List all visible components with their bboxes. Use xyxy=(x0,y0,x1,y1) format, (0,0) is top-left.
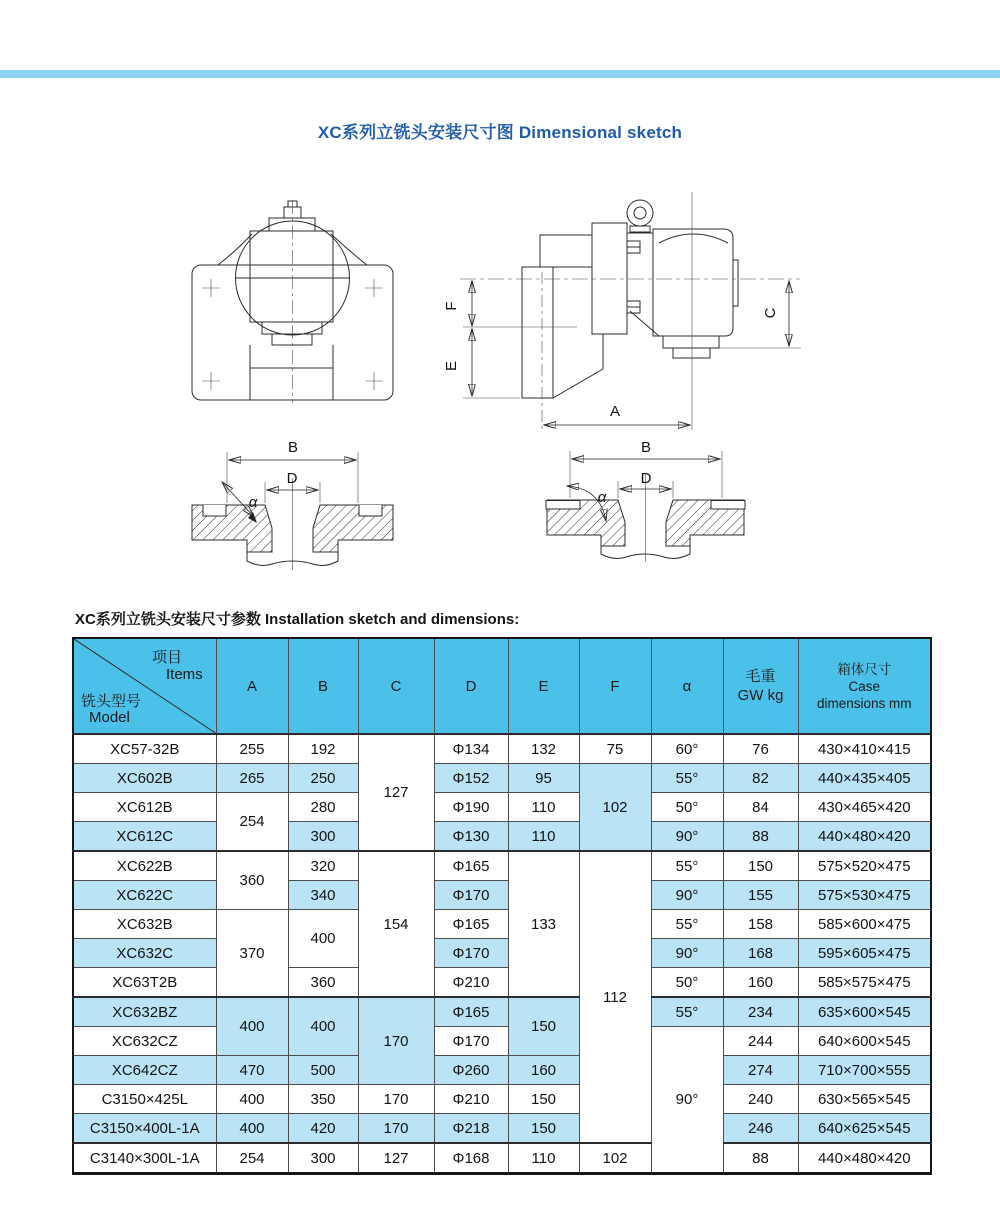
value-cell: 350 xyxy=(288,1085,358,1114)
value-cell: 154 xyxy=(358,851,434,997)
value-cell: 75 xyxy=(579,734,651,764)
model-cell: C3140×300L-1A xyxy=(73,1143,216,1174)
dimensional-sketch xyxy=(80,175,925,605)
value-cell: 250 xyxy=(288,764,358,793)
value-cell: 127 xyxy=(358,734,434,851)
dim-label-b-right: B xyxy=(640,439,652,456)
value-cell: 158 xyxy=(723,910,798,939)
value-cell: 155 xyxy=(723,881,798,910)
value-cell: 340 xyxy=(288,881,358,910)
value-cell: 244 xyxy=(723,1027,798,1056)
value-cell: Φ165 xyxy=(434,997,508,1027)
dim-label-a: A xyxy=(609,403,621,420)
header-col-f: F xyxy=(579,638,651,734)
value-cell: 400 xyxy=(216,1114,288,1144)
flange-section-right-drawing xyxy=(546,439,745,562)
model-cell: XC622C xyxy=(73,881,216,910)
value-cell: 710×700×555 xyxy=(798,1056,931,1085)
value-cell: 84 xyxy=(723,793,798,822)
table-row xyxy=(73,1114,931,1144)
value-cell: 160 xyxy=(723,968,798,998)
value-cell: 280 xyxy=(288,793,358,822)
value-cell: 585×575×475 xyxy=(798,968,931,998)
value-cell: 90° xyxy=(651,1027,723,1174)
value-cell: 234 xyxy=(723,997,798,1027)
side-view-drawing xyxy=(443,192,801,430)
value-cell: 320 xyxy=(288,851,358,881)
value-cell: 55° xyxy=(651,997,723,1027)
value-cell: 50° xyxy=(651,793,723,822)
section-heading: XC系列立铣头安装尺寸参数 Installation sketch and dimensions: xyxy=(75,611,520,628)
model-cell: XC622B xyxy=(73,851,216,881)
value-cell: Φ218 xyxy=(434,1114,508,1144)
dim-label-f: F xyxy=(443,301,460,311)
header-col-a: A xyxy=(216,638,288,734)
value-cell: Φ134 xyxy=(434,734,508,764)
value-cell: 60° xyxy=(651,734,723,764)
value-cell: 440×480×420 xyxy=(798,1143,931,1174)
value-cell: 82 xyxy=(723,764,798,793)
top-accent-bar xyxy=(0,70,1000,78)
value-cell: 440×480×420 xyxy=(798,822,931,852)
value-cell: 112 xyxy=(579,851,651,1143)
value-cell: 102 xyxy=(579,1143,651,1174)
value-cell: 470 xyxy=(216,1056,288,1085)
table-row xyxy=(73,851,931,881)
value-cell: 88 xyxy=(723,1143,798,1174)
header-case-en1: Case xyxy=(848,678,880,694)
table-row xyxy=(73,822,931,852)
value-cell: 150 xyxy=(508,1114,579,1144)
model-cell: XC632B xyxy=(73,910,216,939)
front-view-drawing xyxy=(192,200,393,403)
header-items-en: Items xyxy=(166,666,203,683)
table-row xyxy=(73,764,931,793)
value-cell: 400 xyxy=(288,997,358,1056)
dim-label-e: E xyxy=(443,360,460,372)
value-cell: 254 xyxy=(216,1143,288,1174)
table-row xyxy=(73,997,931,1027)
dimensions-table xyxy=(72,637,932,1175)
table-row xyxy=(73,968,931,998)
value-cell: 400 xyxy=(216,997,288,1056)
value-cell: 170 xyxy=(358,997,434,1085)
model-cell: XC612C xyxy=(73,822,216,852)
header-col-alpha: α xyxy=(651,638,723,734)
value-cell: 240 xyxy=(723,1085,798,1114)
value-cell: 400 xyxy=(288,910,358,968)
value-cell: Φ210 xyxy=(434,968,508,998)
header-gross-weight xyxy=(723,638,798,734)
value-cell: 255 xyxy=(216,734,288,764)
value-cell: 640×625×545 xyxy=(798,1114,931,1144)
value-cell: 55° xyxy=(651,910,723,939)
value-cell: Φ170 xyxy=(434,881,508,910)
value-cell: Φ260 xyxy=(434,1056,508,1085)
dim-label-d-left: D xyxy=(286,470,298,487)
value-cell: 400 xyxy=(216,1085,288,1114)
flange-section-left-drawing xyxy=(192,439,393,570)
value-cell: 110 xyxy=(508,822,579,852)
value-cell: 630×565×545 xyxy=(798,1085,931,1114)
value-cell: 192 xyxy=(288,734,358,764)
header-gw-en: GW kg xyxy=(737,687,784,704)
table-row xyxy=(73,793,931,822)
value-cell: 88 xyxy=(723,822,798,852)
value-cell: 300 xyxy=(288,822,358,852)
dim-label-alpha-left: α xyxy=(248,494,258,511)
value-cell: Φ152 xyxy=(434,764,508,793)
value-cell: 110 xyxy=(508,1143,579,1174)
value-cell: 635×600×545 xyxy=(798,997,931,1027)
value-cell: 90° xyxy=(651,939,723,968)
value-cell: Φ170 xyxy=(434,1027,508,1056)
value-cell: 127 xyxy=(358,1143,434,1174)
model-cell: C3150×425L xyxy=(73,1085,216,1114)
value-cell: 254 xyxy=(216,793,288,852)
header-col-d: D xyxy=(434,638,508,734)
dim-label-c: C xyxy=(762,307,779,319)
model-cell: XC632C xyxy=(73,939,216,968)
model-cell: XC57-32B xyxy=(73,734,216,764)
table-row xyxy=(73,910,931,939)
value-cell: 170 xyxy=(358,1085,434,1114)
header-case-en2: dimensions mm xyxy=(816,695,912,711)
model-cell: XC63T2B xyxy=(73,968,216,998)
table-row xyxy=(73,734,931,764)
value-cell: 95 xyxy=(508,764,579,793)
dim-label-alpha-right: α xyxy=(597,489,607,506)
value-cell: Φ168 xyxy=(434,1143,508,1174)
value-cell: 55° xyxy=(651,851,723,881)
value-cell: 150 xyxy=(508,997,579,1056)
value-cell: 360 xyxy=(288,968,358,998)
model-cell: XC632CZ xyxy=(73,1027,216,1056)
value-cell: 160 xyxy=(508,1056,579,1085)
value-cell: 420 xyxy=(288,1114,358,1144)
value-cell: 102 xyxy=(579,764,651,852)
value-cell: 90° xyxy=(651,822,723,852)
value-cell: Φ130 xyxy=(434,822,508,852)
value-cell: Φ190 xyxy=(434,793,508,822)
table-row xyxy=(73,1056,931,1085)
value-cell: 150 xyxy=(723,851,798,881)
header-case-zh: 箱体尺寸 xyxy=(837,661,892,677)
table-row xyxy=(73,881,931,910)
value-cell: 168 xyxy=(723,939,798,968)
value-cell: 585×600×475 xyxy=(798,910,931,939)
model-items-header xyxy=(73,638,216,734)
value-cell: 430×465×420 xyxy=(798,793,931,822)
model-cell: XC612B xyxy=(73,793,216,822)
value-cell: 575×520×475 xyxy=(798,851,931,881)
value-cell: 440×435×405 xyxy=(798,764,931,793)
page-title: XC系列立铣头安装尺寸图 Dimensional sketch xyxy=(317,123,683,142)
value-cell: Φ210 xyxy=(434,1085,508,1114)
header-gw-zh: 毛重 xyxy=(745,668,776,685)
value-cell: Φ165 xyxy=(434,851,508,881)
value-cell: 246 xyxy=(723,1114,798,1144)
value-cell: Φ170 xyxy=(434,939,508,968)
value-cell: 500 xyxy=(288,1056,358,1085)
value-cell: 170 xyxy=(358,1114,434,1144)
dim-label-d-right: D xyxy=(640,470,652,487)
model-cell: XC642CZ xyxy=(73,1056,216,1085)
table-row xyxy=(73,939,931,968)
value-cell: 55° xyxy=(651,764,723,793)
value-cell: 595×605×475 xyxy=(798,939,931,968)
header-col-e: E xyxy=(508,638,579,734)
header-col-b: B xyxy=(288,638,358,734)
value-cell: 76 xyxy=(723,734,798,764)
value-cell: 360 xyxy=(216,851,288,910)
value-cell: 640×600×545 xyxy=(798,1027,931,1056)
value-cell: 110 xyxy=(508,793,579,822)
value-cell: 133 xyxy=(508,851,579,997)
value-cell: 150 xyxy=(508,1085,579,1114)
dimensions-table-body xyxy=(73,734,931,1174)
table-row xyxy=(73,1027,931,1056)
table-row xyxy=(73,1143,931,1174)
value-cell: 575×530×475 xyxy=(798,881,931,910)
table-header-row xyxy=(73,638,931,734)
model-cell: XC632BZ xyxy=(73,997,216,1027)
header-case-dimensions xyxy=(798,638,931,734)
header-col-c: C xyxy=(358,638,434,734)
value-cell: 370 xyxy=(216,910,288,998)
value-cell: 300 xyxy=(288,1143,358,1174)
header-model-en: Model xyxy=(89,709,130,726)
value-cell: 430×410×415 xyxy=(798,734,931,764)
table-row xyxy=(73,1085,931,1114)
model-cell: C3150×400L-1A xyxy=(73,1114,216,1144)
model-cell: XC602B xyxy=(73,764,216,793)
value-cell: Φ165 xyxy=(434,910,508,939)
value-cell: 50° xyxy=(651,968,723,998)
value-cell: 132 xyxy=(508,734,579,764)
value-cell: 274 xyxy=(723,1056,798,1085)
dim-label-b-left: B xyxy=(287,439,299,456)
value-cell: 265 xyxy=(216,764,288,793)
header-items-zh: 项目 xyxy=(152,649,183,666)
header-model-zh: 铣头型号 xyxy=(81,693,142,710)
value-cell: 90° xyxy=(651,881,723,910)
